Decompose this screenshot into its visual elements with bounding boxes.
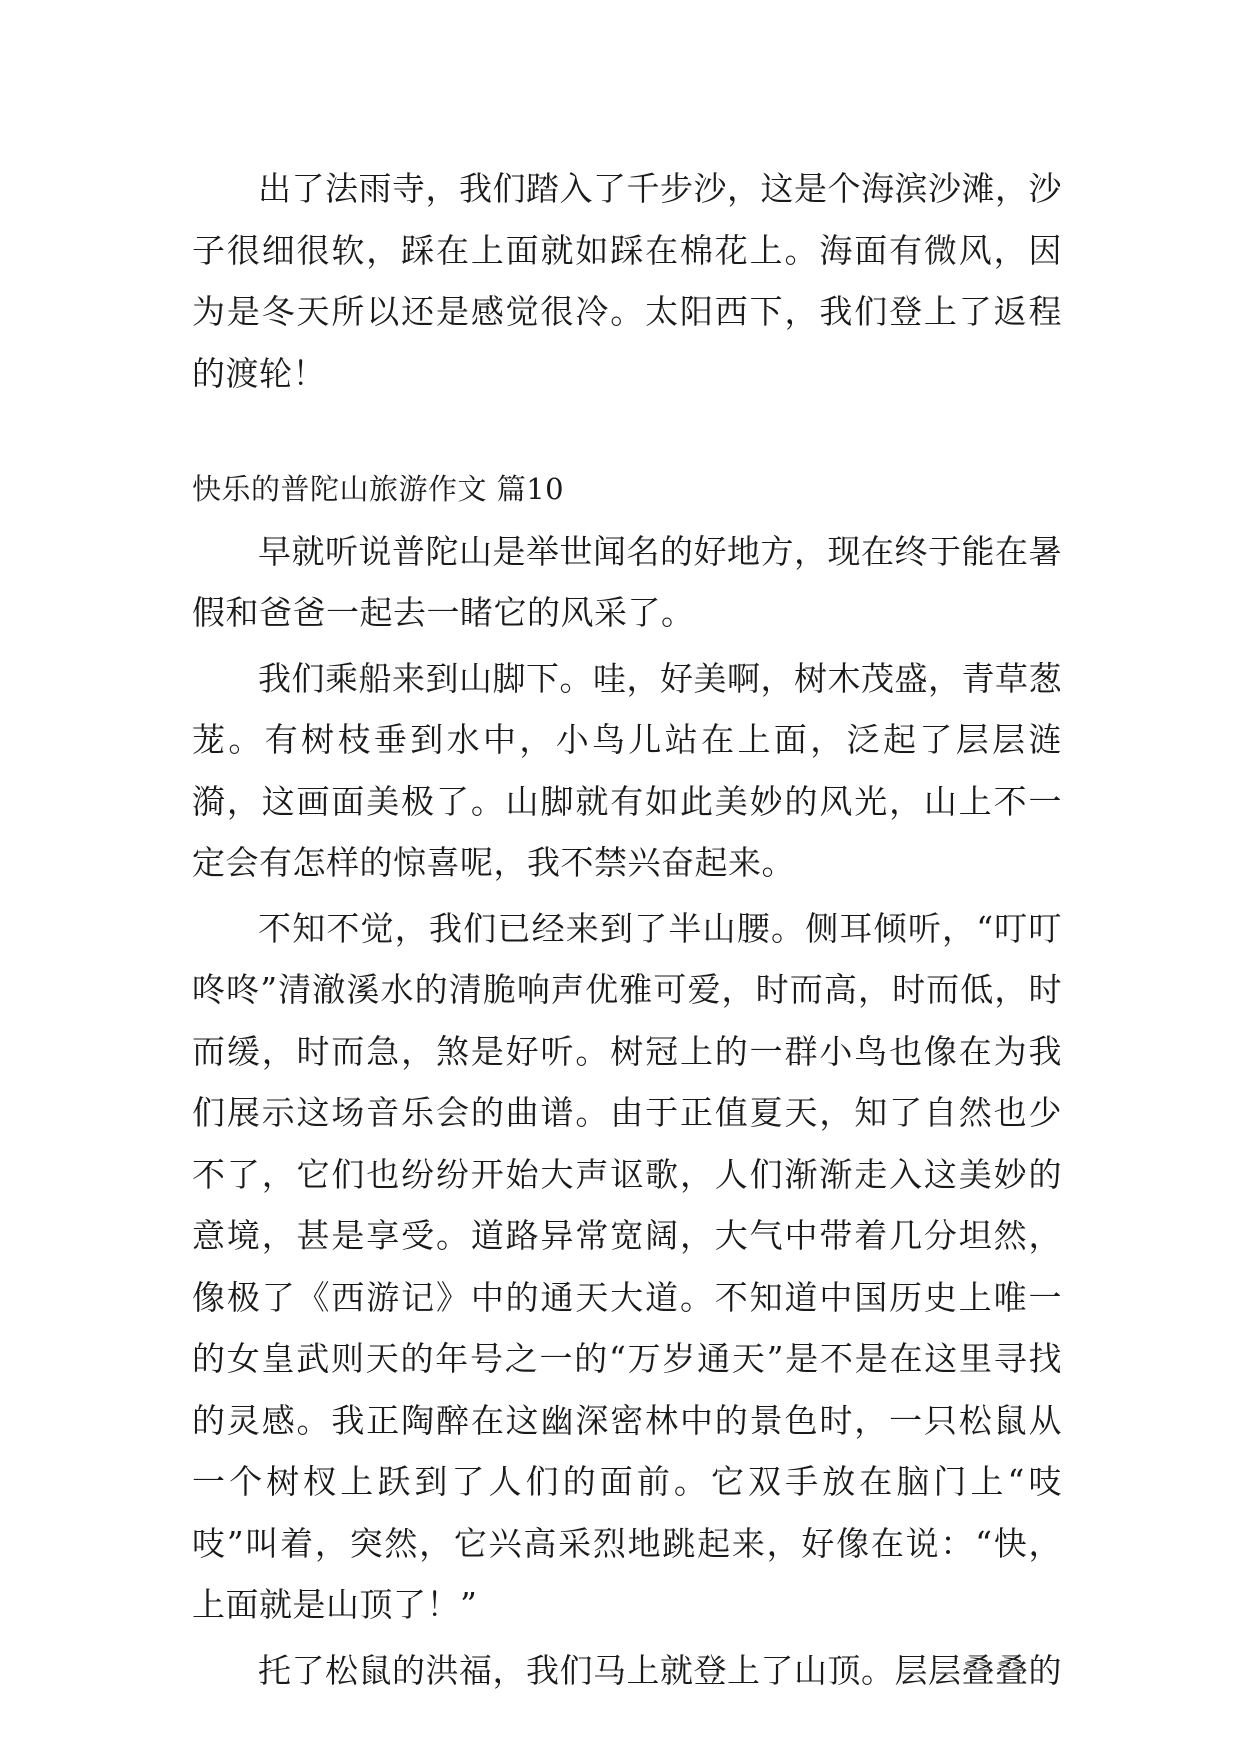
paragraph-4: 托了松鼠的洪福，我们马上就登上了山顶。层层叠叠的 — [258, 1650, 1062, 1690]
paragraph-3: 不知不觉，我们已经来到了半山腰。侧耳倾听，“叮叮咚咚”清澈溪水的清脆响声优雅可爱，时而高，时而低，时而缓，时而急，煞是好听。树冠上的一群小鸟也像在为我们展示这场音乐会的曲谱。由于正值夏天，知了自然也少不了，它们也纷纷开始大声讴歌，人们渐渐走入这美妙的意境，甚是享受。道路异常宽阔，大气中带着几分坦然，像极了《西游记》中的通天大道。不知道中国历史上唯一的女皇武则天的年号之一的“万岁通天”是不是在这里寻找的灵感。我正陶醉在这幽深密林中的景色时，一只松鼠从一个树杈上跃到了人们的面前。它双手放在脑门上“吱吱”叫着，突然，它兴高采烈地跳起来，好像在说：“快，上面就是山顶了！” — [192, 908, 1062, 1624]
section-title: 快乐的普陀山旅游作文 篇10 — [192, 472, 565, 506]
document-body — [192, 158, 1062, 1701]
paragraph-1: 早就听说普陀山是举世闻名的好地方，现在终于能在暑假和爸爸一起去一睹它的风采了。 — [192, 531, 1062, 632]
intro-paragraph: 出了法雨寺，我们踏入了千步沙，这是个海滨沙滩，沙子很细很软，踩在上面就如踩在棉花上。海面有微风，因为是冬天所以还是感觉很冷。太阳西下，我们登上了返程的渡轮！ — [192, 169, 1062, 393]
paragraph-2: 我们乘船来到山脚下。哇，好美啊，树木茂盛，青草葱茏。有树枝垂到水中，小鸟儿站在上面，泛起了层层涟漪，这画面美极了。山脚就有如此美妙的风光，山上不一定会有怎样的惊喜呢，我不禁兴奋起来。 — [192, 658, 1062, 882]
